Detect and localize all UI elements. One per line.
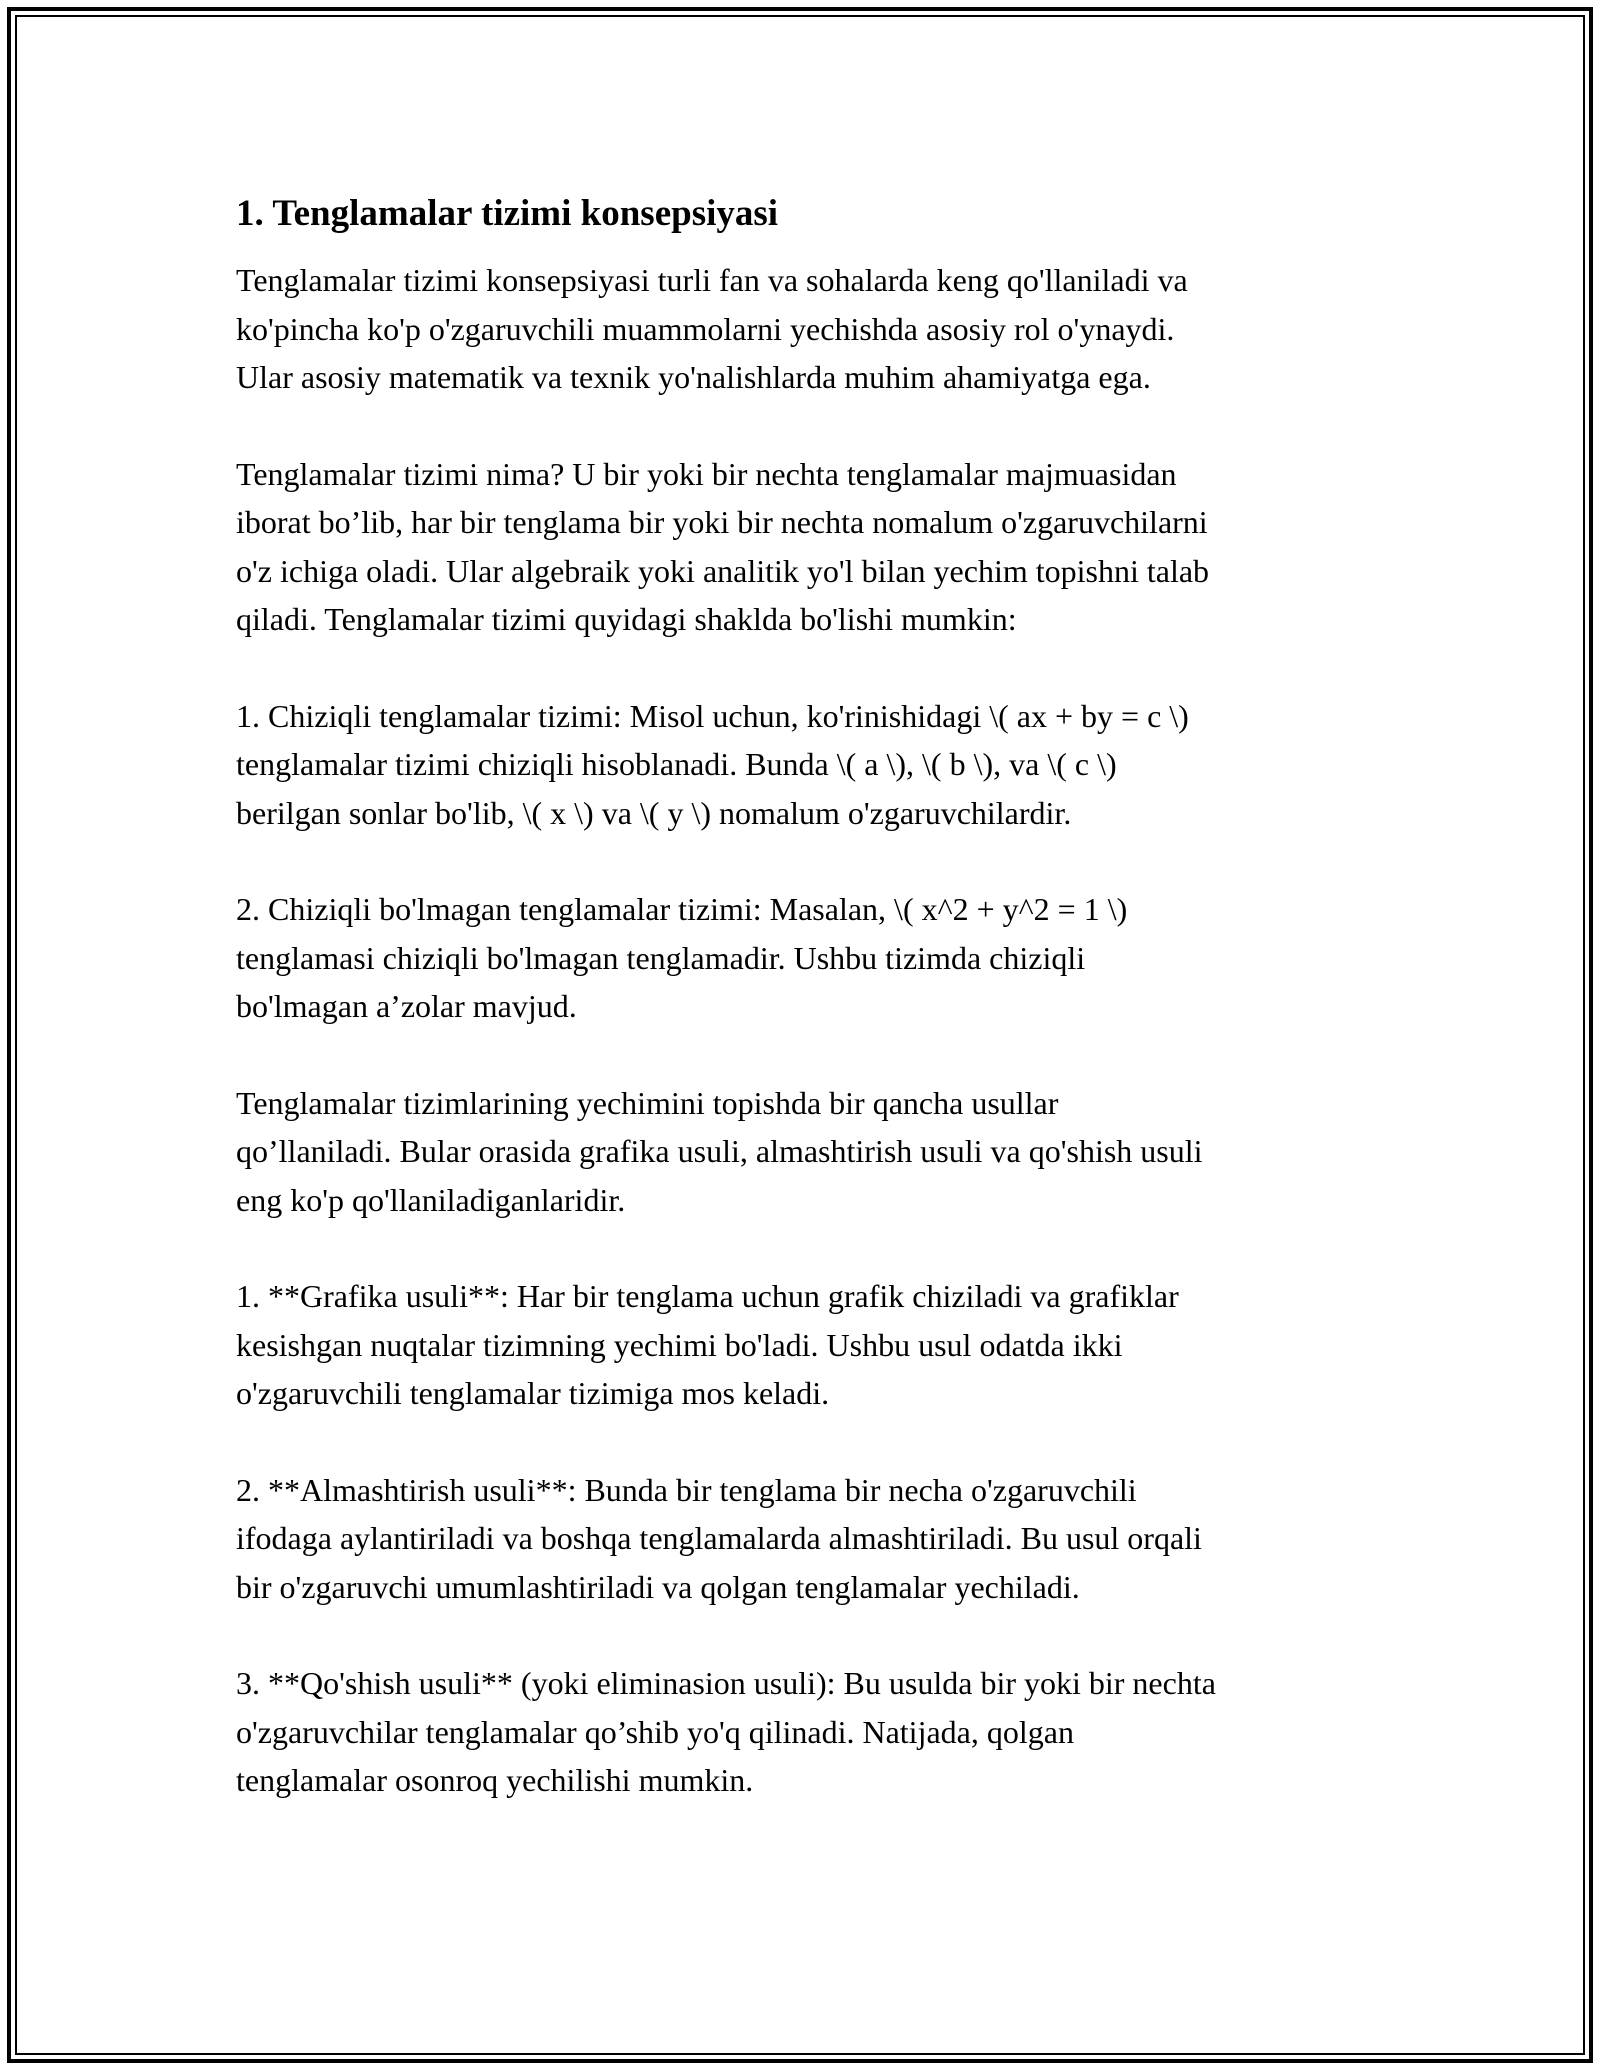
text-line: 2. **Almashtirish usuli**: Bunda bir tenglama bir necha o'zgaruvchili [236, 1471, 1137, 1508]
text-line: bir o'zgaruvchi umumlashtiriladi va qolgan tenglamalar yechiladi. [236, 1568, 1080, 1605]
section-heading: 1. Tenglamalar tizimi konsepsiyasi [236, 193, 779, 234]
paragraph [236, 885, 1376, 1031]
text-line: ifodaga aylantiriladi va boshqa tenglamalarda almashtiriladi. Bu usul orqali [236, 1520, 1202, 1556]
text-line: o'zgaruvchili tenglamalar tizimiga mos keladi. [236, 1375, 830, 1411]
text-line: tenglamalar osonroq yechilishi mumkin. [236, 1762, 754, 1798]
text-line: berilgan sonlar bo'lib, \( x \) va \( y \) nomalum o'zgaruvchilardir. [236, 794, 1072, 831]
paragraph-list [236, 256, 1376, 1805]
paragraph [236, 1466, 1376, 1612]
text-line: tenglamalar tizimi chiziqli hisoblanadi. Bunda \( a \), \( b \), va \( c \) [236, 746, 1117, 782]
text-line: Tenglamalar tizimi konsepsiyasi turli fan va sohalarda keng qo'llaniladi va [236, 262, 1188, 298]
text-line: ko'pincha ko'p o'zgaruvchili muammolarni yechishda asosiy rol o'ynaydi. [236, 310, 1175, 347]
text-line: qo’llaniladi. Bular orasida grafika usuli, almashtirish usuli va qo'shish usuli [236, 1133, 1203, 1169]
paragraph [236, 692, 1376, 838]
paragraph [236, 1079, 1376, 1225]
text-line: Ular asosiy matematik va texnik yo'nalishlarda muhim ahamiyatga ega. [236, 359, 1151, 395]
text-line: eng ko'p qo'llaniladiganlaridir. [236, 1181, 626, 1218]
text-line: bo'lmagan a’zolar mavjud. [236, 988, 577, 1024]
text-line: o'zgaruvchilar tenglamalar qo’shib yo'q qilinadi. Natijada, qolgan [236, 1713, 1074, 1750]
text-line: kesishgan nuqtalar tizimning yechimi bo'ladi. Ushbu usul odatda ikki [236, 1326, 1123, 1363]
text-line: 3. **Qo'shish usuli** (yoki eliminasion usuli): Bu usulda bir yoki bir nechta [236, 1665, 1216, 1701]
document-body [236, 186, 1376, 1853]
paragraph [236, 1272, 1376, 1418]
text-line: tenglamasi chiziqli bo'lmagan tenglamadir. Ushbu tizimda chiziqli [236, 939, 1086, 976]
text-line: Tenglamalar tizimlarining yechimini topishda bir qancha usullar [236, 1084, 1059, 1121]
text-line: 1. Chiziqli tenglamalar tizimi: Misol uchun, ko'rinishidagi \( ax + by = c \) [236, 697, 1189, 734]
text-line: 1. **Grafika usuli**: Har bir tenglama uchun grafik chiziladi va grafiklar [236, 1278, 1179, 1314]
text-line: 2. Chiziqli bo'lmagan tenglamalar tizimi: Masalan, \( x^2 + y^2 = 1 \) [236, 891, 1128, 927]
text-line: Tenglamalar tizimi nima? U bir yoki bir nechta tenglamalar majmuasidan [236, 455, 1177, 492]
paragraph [236, 450, 1376, 644]
text-line: o'z ichiga oladi. Ular algebraik yoki analitik yo'l bilan yechim topishni talab [236, 552, 1210, 589]
paragraph [236, 256, 1376, 402]
text-line: iborat bo’lib, har bir tenglama bir yoki bir nechta nomalum o'zgaruvchilarni [236, 504, 1208, 540]
text-line: qiladi. Tenglamalar tizimi quyidagi shaklda bo'lishi mumkin: [236, 601, 1017, 637]
paragraph [236, 1659, 1376, 1805]
